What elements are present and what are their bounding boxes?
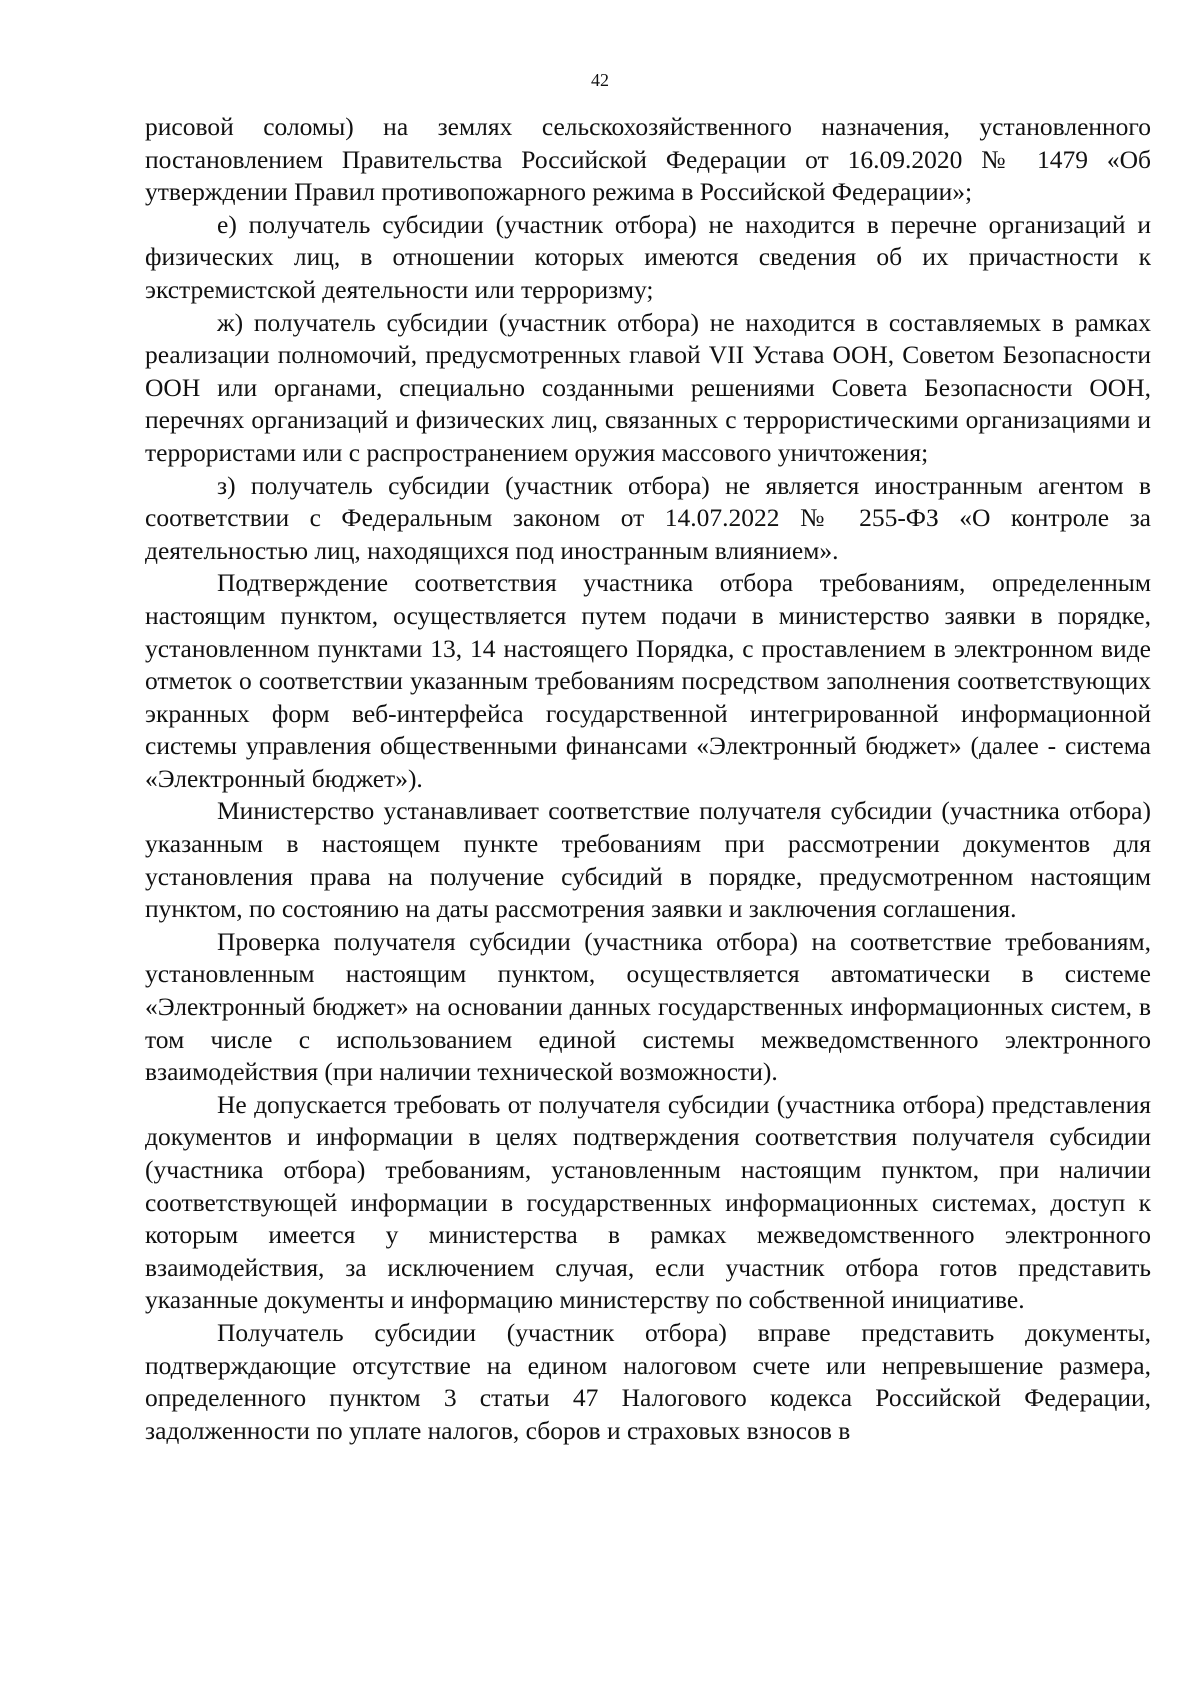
paragraph-tax-documents: Получатель субсидии (участник отбора) вправе представить документы, подтверждающие отсутствие на едином налоговом счете или непревышение размера, определенного пунктом 3 статьи 47 Налогового кодекса Российской Федерации, задолженности по уплате налогов, сборов и страховых взносов в	[145, 1317, 1151, 1445]
paragraph-item-zh: ж) получатель субсидии (участник отбора) не находится в составляемых в рамках реализации полномочий, предусмотренных главой VII Устава ООН, Советом Безопасности ООН или органами, специально созданными решениями Совета Безопасности ООН, перечнях организаций и физических лиц, связанных с террористическими организациями и террористами или с распространением оружия массового уничтожения;	[145, 307, 1151, 467]
paragraph-item-e: е) получатель субсидии (участник отбора) не находится в перечне организаций и физических лиц, в отношении которых имеются сведения об их причастности к экстремистской деятельности или терроризму;	[145, 209, 1151, 304]
paragraph-item-z: з) получатель субсидии (участник отбора) не является иностранным агентом в соответствии с Федеральным законом от 14.07.2022 № 255-ФЗ «О контроле за деятельностью лиц, находящихся под иностранным влиянием».	[145, 470, 1151, 565]
page-number: 42	[591, 70, 609, 90]
document-body	[145, 111, 1151, 1447]
paragraph-ministry-check: Министерство устанавливает соответствие получателя субсидии (участника отбора) указанным в настоящем пункте требованиям при рассмотрении документов для установления права на получение субсидий в порядке, предусмотренном настоящим пунктом, по состоянию на даты рассмотрения заявки и заключения соглашения.	[145, 796, 1151, 924]
paragraph-confirmation: Подтверждение соответствия участника отбора требованиям, определенным настоящим пунктом, осуществляется путем подачи в министерство заявки в порядке, установленном пунктами 13, 14 настоящего Порядка, с проставлением в электронном виде отметок о соответствии указанным требованиям посредством заполнения соответствующих экранных форм веб-интерфейса государственной интегрированной информационной системы управления общественными финансами «Электронный бюджет» (далее - система «Электронный бюджет»).	[145, 568, 1151, 793]
paragraph-continuation: рисовой соломы) на землях сельскохозяйственного назначения, установленного постановлением Правительства Российской Федерации от 16.09.2020 № 1479 «Об утверждении Правил противопожарного режима в Российской Федерации»;	[145, 112, 1151, 207]
paragraph-automatic-check: Проверка получателя субсидии (участника отбора) на соответствие требованиям, установленным настоящим пунктом, осуществляется автоматически в системе «Электронный бюджет» на основании данных государственных информационных систем, в том числе с использованием единой системы межведомственного электронного взаимодействия (при наличии технической возможности).	[145, 926, 1151, 1087]
paragraph-no-requirement: Не допускается требовать от получателя субсидии (участника отбора) представления документов и информации в целях подтверждения соответствия получателя субсидии (участника отбора) требованиям, установленным настоящим пунктом, при наличии соответствующей информации в государственных информационных системах, доступ к которым имеется у министерства в рамках межведомственного электронного взаимодействия, за исключением случая, если участник отбора готов представить указанные документы и информацию министерству по собственной инициативе.	[145, 1089, 1151, 1315]
